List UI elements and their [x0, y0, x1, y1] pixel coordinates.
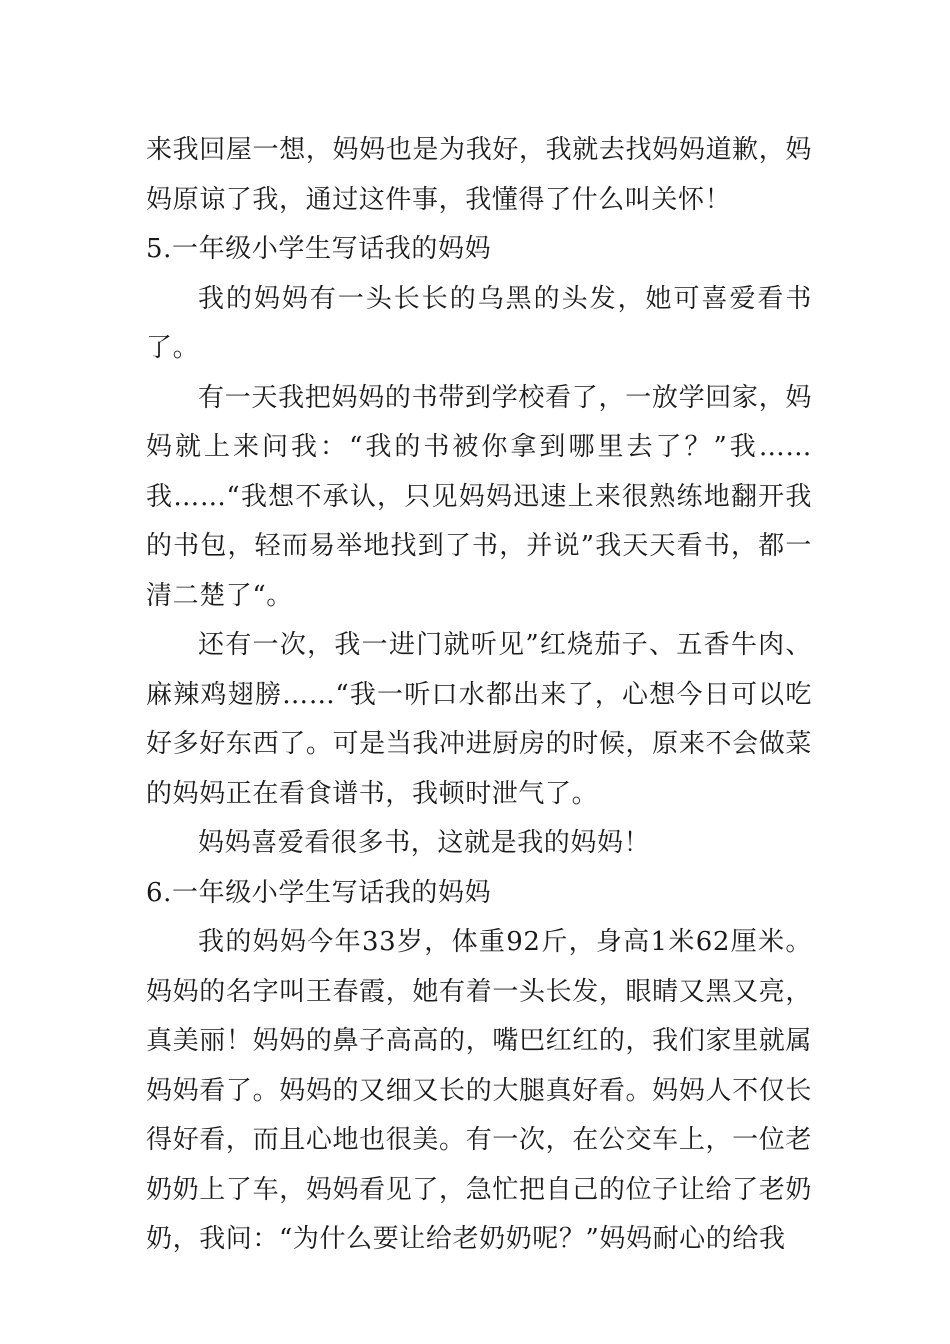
document-body [146, 126, 812, 1265]
paragraph: 我的妈妈有一头长长的乌黑的头发，她可喜爱看书了。 [146, 283, 812, 363]
section-heading-5: 5.一年级小学生写话我的妈妈 [146, 234, 492, 264]
paragraph: 还有一次，我一进门就听见”红烧茄子、五香牛肉、麻辣鸡翅膀……“我一听口水都出来了，心想今日可以吃好多好东西了。可是当我冲进厨房的时候，原来不会做菜的妈妈正在看食谱书，我顿时泄气了。 [146, 630, 812, 809]
section-heading-6: 6.一年级小学生写话我的妈妈 [146, 877, 492, 908]
paragraph: 有一天我把妈妈的书带到学校看了，一放学回家，妈妈就上来问我：“我的书被你拿到哪里去了？”我……我……“我想不承认，只见妈妈迅速上来很熟练地翻开我的书包，轻而易举地找到了书，并说”我天天看书，都一清二楚了“。 [146, 382, 812, 611]
paragraph: 我的妈妈今年33岁，体重92斤，身高1米62厘米。妈妈的名字叫王春霞，她有着一头长发，眼睛又黑又亮，真美丽！妈妈的鼻子高高的，嘴巴红红的，我们家里就属妈妈看了。妈妈的又细又长的大腿真好看。妈妈人不仅长得好看，而且心地也很美。有一次，在公交车上，一位老奶奶上了车，妈妈看见了，急忙把自己的位子让给了老奶奶，我问：“为什么要让给老奶奶呢？”妈妈耐心的给我 [146, 927, 812, 1254]
paragraph-continuation: 来我回屋一想，妈妈也是为我好，我就去找妈妈道歉，妈妈原谅了我，通过这件事，我懂得了什么叫关怀！ [146, 135, 812, 215]
paragraph: 妈妈喜爱看很多书，这就是我的妈妈！ [198, 828, 651, 858]
